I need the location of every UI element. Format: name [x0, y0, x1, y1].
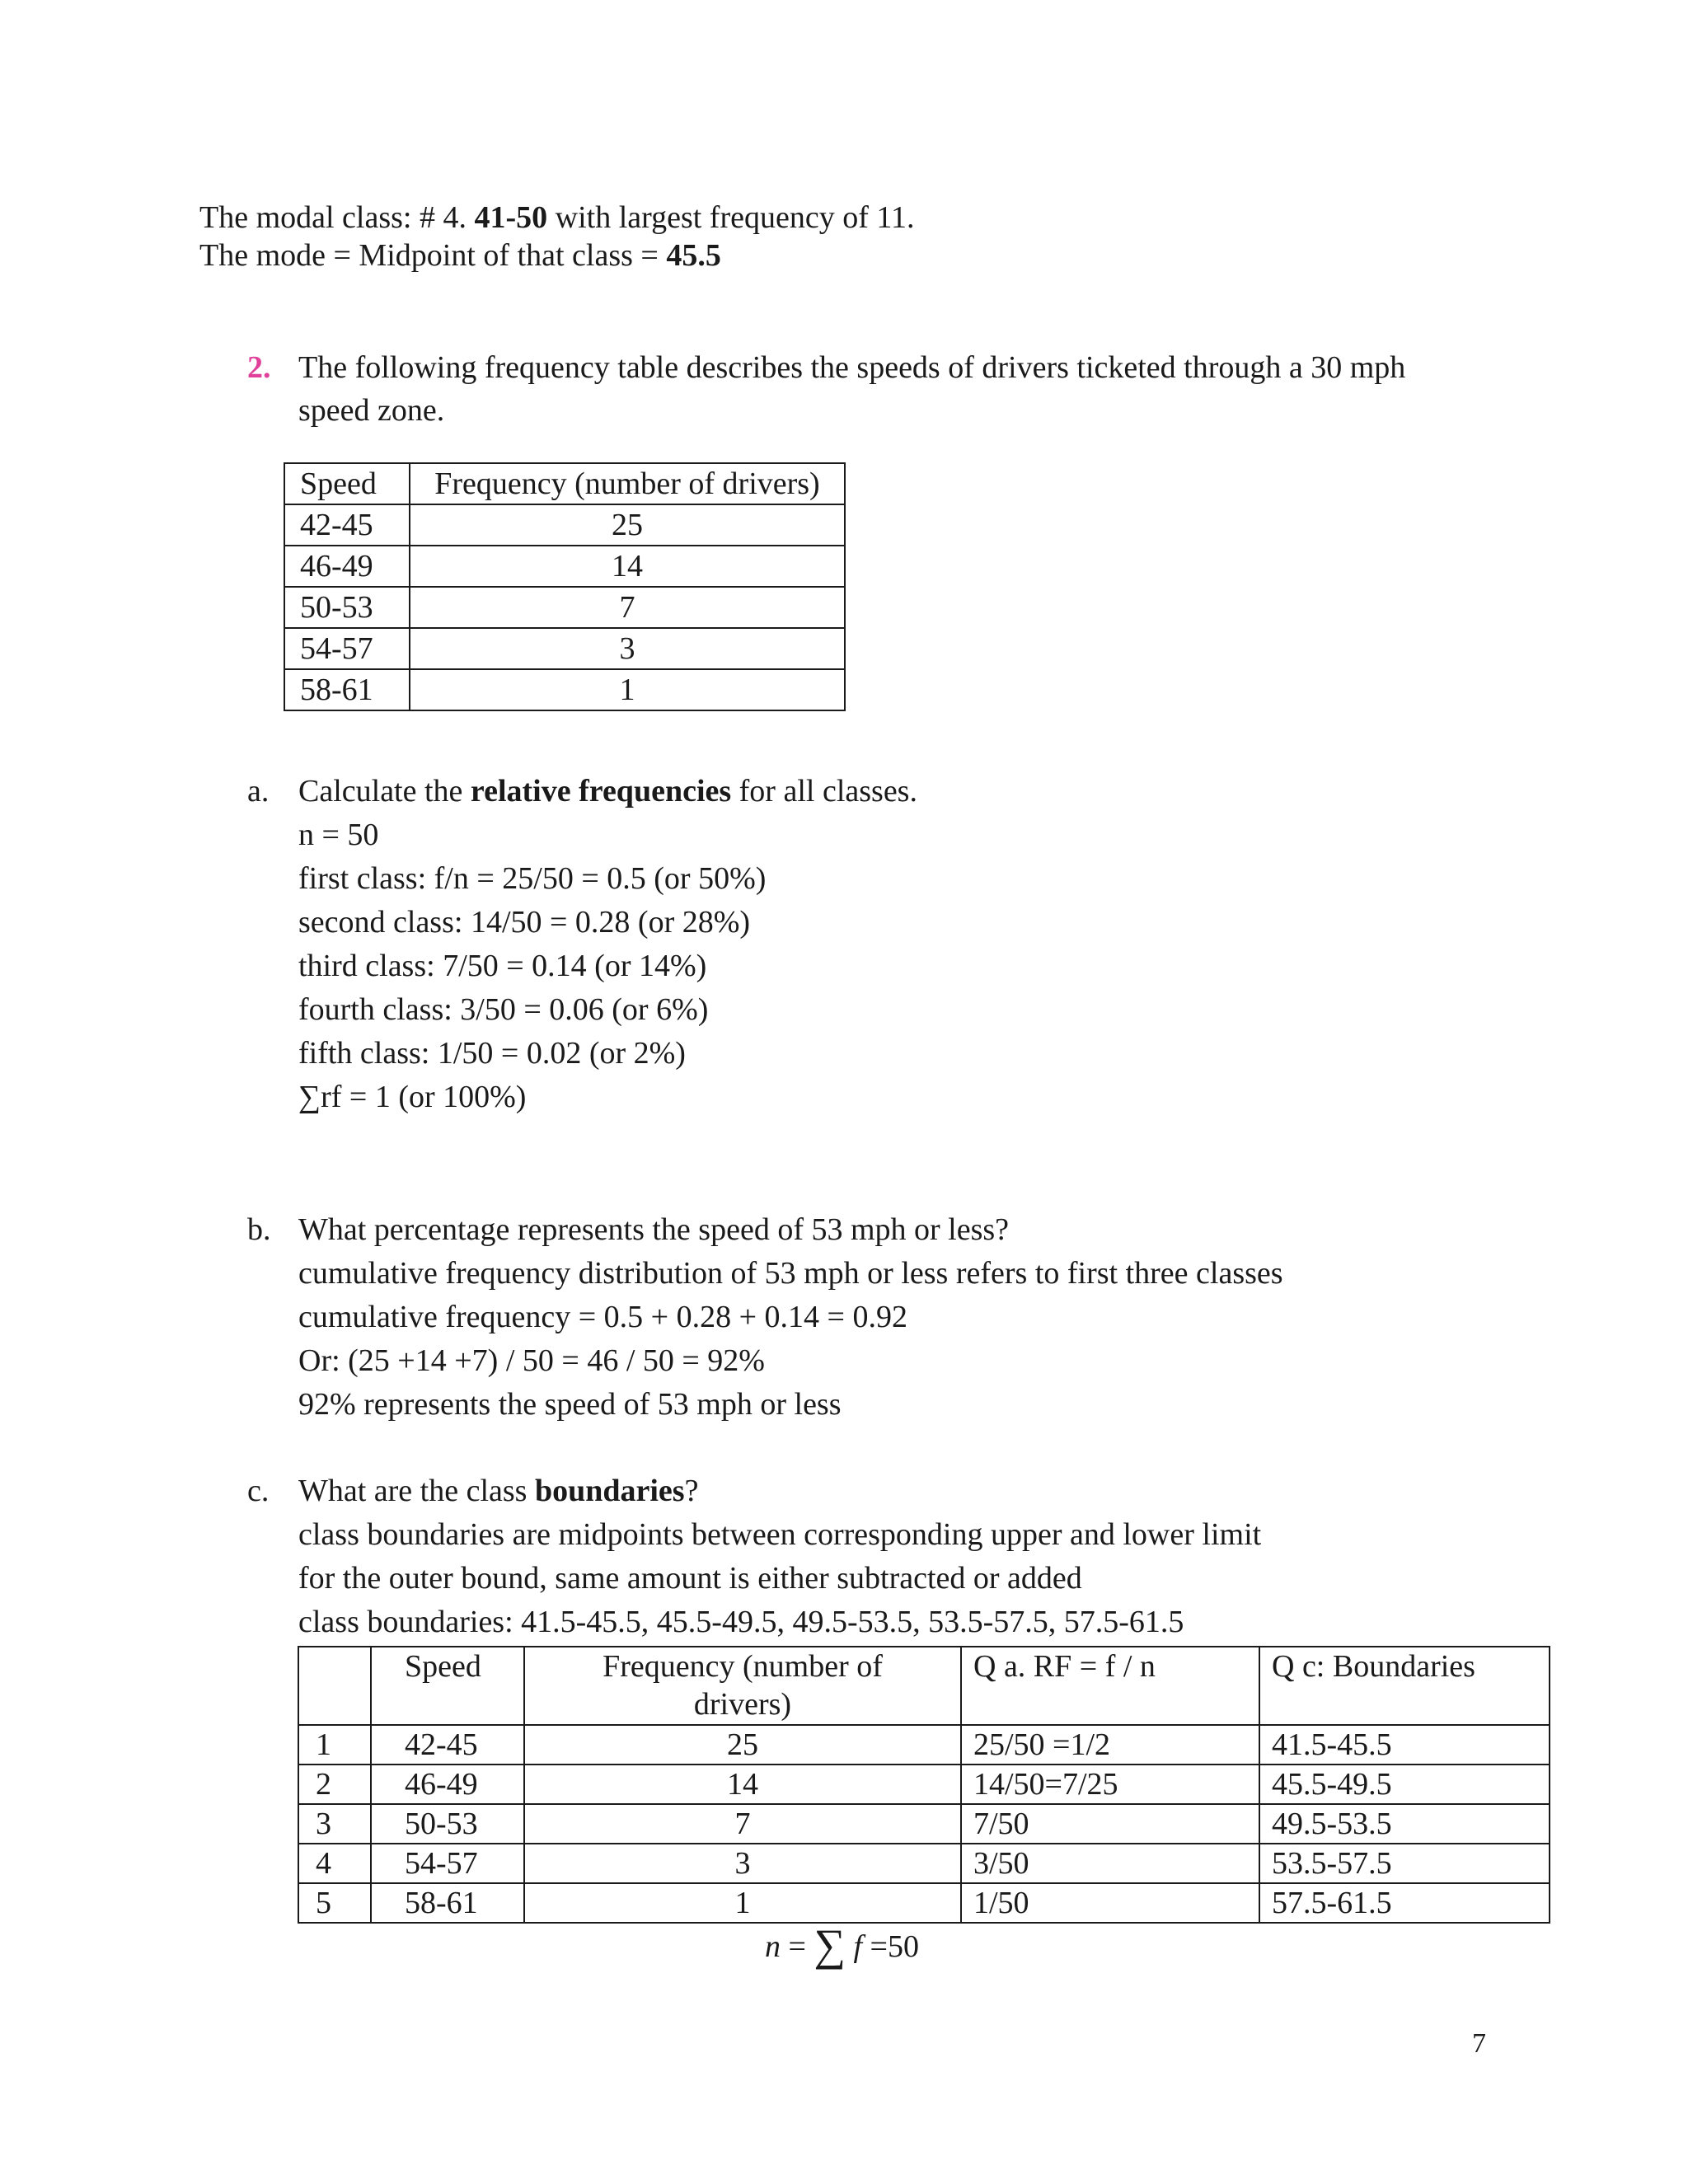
speed-cell: 54-57	[371, 1844, 524, 1883]
part-b-answer-line: cumulative frequency = 0.5 + 0.28 + 0.14 = 0.92	[298, 1300, 907, 1334]
index-cell: 3	[298, 1804, 371, 1844]
speed-cell: 50-53	[284, 587, 410, 628]
part-c-answer-line: class boundaries: 41.5-45.5, 45.5-49.5, 49.5-53.5, 53.5-57.5, 57.5-61.5	[298, 1605, 1184, 1639]
frequency-cell: 7	[410, 587, 845, 628]
speed-cell: 58-61	[284, 669, 410, 710]
frequency-cell: 14	[524, 1765, 961, 1804]
table-header-index	[298, 1647, 371, 1725]
part-a-answer-line: fourth class: 3/50 = 0.06 (or 6%)	[298, 992, 709, 1027]
speed-cell: 58-61	[371, 1883, 524, 1923]
question-2-text-line2: speed zone.	[298, 393, 445, 428]
part-c-question	[298, 1469, 698, 1513]
sum-formula	[765, 1920, 919, 1970]
part-b-answer-line: Or: (25 +14 +7) / 50 = 46 / 50 = 92%	[298, 1343, 765, 1378]
table-row	[298, 1883, 1550, 1923]
table-header-frequency-text: Frequency (number of drivers)	[603, 1649, 883, 1722]
table-header-frequency: Frequency (number of drivers)	[410, 463, 845, 504]
part-a-question-text: Calculate the	[298, 774, 471, 808]
boundaries-cell: 53.5-57.5	[1259, 1844, 1550, 1883]
frequency-cell: 14	[410, 546, 845, 587]
part-c-question-end: ?	[684, 1474, 699, 1508]
speed-cell: 46-49	[284, 546, 410, 587]
table-row	[284, 587, 845, 628]
table-header-boundaries: Q c: Boundaries	[1259, 1647, 1550, 1725]
part-c-answer-line: class boundaries are midpoints between corresponding upper and lower limit	[298, 1517, 1262, 1552]
table-row	[284, 546, 845, 587]
mode-line	[199, 234, 721, 278]
table-header-speed: Speed	[284, 463, 410, 504]
mode-text: The mode = Midpoint of that class =	[199, 238, 667, 273]
part-c-answer-line: for the outer bound, same amount is either subtracted or added	[298, 1561, 1082, 1596]
table-header-speed-text: Speed	[405, 1649, 481, 1684]
rf-cell: 25/50 =1/2	[961, 1725, 1259, 1765]
part-b-label: b.	[247, 1212, 271, 1247]
part-a-question-bold: relative frequencies	[470, 774, 732, 808]
question-number: 2.	[247, 350, 271, 385]
boundaries-cell: 49.5-53.5	[1259, 1804, 1550, 1844]
question-2-text-line1: The following frequency table describes the speeds of drivers ticketed through a 30 mph	[298, 350, 1406, 385]
table-row	[284, 628, 845, 669]
part-a-question-end: for all classes.	[731, 774, 917, 808]
table-row	[284, 669, 845, 710]
part-a-answer-line: second class: 14/50 = 0.28 (or 28%)	[298, 905, 751, 940]
table-header-row	[284, 463, 845, 504]
part-a-answer-line: n = 50	[298, 818, 379, 852]
speed-cell: 50-53	[371, 1804, 524, 1844]
rf-cell: 1/50	[961, 1883, 1259, 1923]
frequency-cell: 3	[524, 1844, 961, 1883]
boundaries-cell: 45.5-49.5	[1259, 1765, 1550, 1804]
rf-cell: 14/50=7/25	[961, 1765, 1259, 1804]
part-a-answer-line: first class: f/n = 25/50 = 0.5 (or 50%)	[298, 861, 767, 896]
index-cell: 2	[298, 1765, 371, 1804]
modal-text: The modal class: # 4.	[199, 200, 475, 235]
formula-value: 50	[887, 1929, 919, 1964]
part-c-question-text: What are the class	[298, 1474, 535, 1508]
speed-cell: 54-57	[284, 628, 410, 669]
part-a-answer-line: fifth class: 1/50 = 0.02 (or 2%)	[298, 1036, 686, 1071]
frequency-table	[284, 462, 846, 711]
frequency-cell: 1	[524, 1883, 961, 1923]
table-header-speed	[371, 1647, 524, 1725]
boundaries-cell: 41.5-45.5	[1259, 1725, 1550, 1765]
frequency-cell: 7	[524, 1804, 961, 1844]
index-cell: 4	[298, 1844, 371, 1883]
mode-value: 45.5	[666, 238, 721, 273]
frequency-cell: 1	[410, 669, 845, 710]
rf-cell: 3/50	[961, 1844, 1259, 1883]
modal-class-value: 41-50	[474, 200, 548, 235]
table-row	[298, 1765, 1550, 1804]
part-b-answer-line: cumulative frequency distribution of 53 mph or less refers to first three classes	[298, 1256, 1283, 1291]
page-number: 7	[1472, 2028, 1486, 2059]
index-cell: 1	[298, 1725, 371, 1765]
part-a-answer-line: third class: 7/50 = 0.14 (or 14%)	[298, 949, 707, 983]
part-b-question: What percentage represents the speed of 53 mph or less?	[298, 1212, 1010, 1247]
formula-equals: =	[870, 1929, 888, 1964]
modal-text-end: with largest frequency of 11.	[547, 200, 915, 235]
boundaries-cell: 57.5-61.5	[1259, 1883, 1550, 1923]
formula-n: n	[765, 1929, 781, 1964]
question-2-number	[247, 346, 271, 390]
rf-cell: 7/50	[961, 1804, 1259, 1844]
speed-cell: 42-45	[284, 504, 410, 546]
table-row	[298, 1844, 1550, 1883]
table-header-row	[298, 1647, 1550, 1725]
part-c-question-bold: boundaries	[534, 1474, 685, 1508]
formula-f: f	[853, 1929, 862, 1964]
speed-cell: 42-45	[371, 1725, 524, 1765]
part-a-question	[298, 770, 917, 813]
table-row	[298, 1725, 1550, 1765]
part-b-answer-line: 92% represents the speed of 53 mph or less	[298, 1387, 842, 1422]
table-row	[284, 504, 845, 546]
frequency-cell: 3	[410, 628, 845, 669]
part-c-label: c.	[247, 1474, 270, 1508]
summary-table	[298, 1646, 1550, 1924]
sigma-symbol: ∑	[814, 1920, 846, 1970]
index-cell: 5	[298, 1883, 371, 1923]
frequency-cell: 25	[410, 504, 845, 546]
formula-equals: =	[788, 1929, 806, 1964]
part-a-label: a.	[247, 774, 270, 808]
part-a-answer-line: ∑rf = 1 (or 100%)	[298, 1080, 527, 1114]
table-header-rf: Q a. RF = f / n	[961, 1647, 1259, 1725]
table-header-frequency	[524, 1647, 961, 1725]
table-row	[298, 1804, 1550, 1844]
frequency-cell: 25	[524, 1725, 961, 1765]
speed-cell: 46-49	[371, 1765, 524, 1804]
